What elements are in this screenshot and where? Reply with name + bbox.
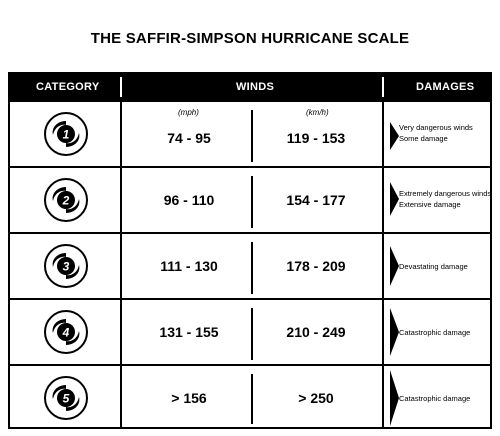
header-divider — [120, 77, 122, 97]
damage-text: Extremely dangerous winds Extensive damage — [399, 189, 492, 209]
column-divider — [382, 102, 384, 166]
header-category: CATEGORY — [36, 81, 100, 93]
wind-mph: 131 - 155 — [159, 324, 219, 340]
table-row — [10, 100, 490, 166]
column-divider — [120, 234, 122, 298]
column-divider — [120, 168, 122, 232]
winds-divider — [251, 374, 253, 424]
damage-text: Devastating damage — [399, 262, 468, 271]
hurricane-category-icon — [43, 177, 89, 223]
category-number: 2 — [62, 193, 70, 208]
winds-divider — [251, 110, 253, 162]
column-divider — [382, 234, 384, 298]
column-divider — [382, 168, 384, 232]
wind-mph: 111 - 130 — [160, 258, 218, 274]
header-divider — [382, 77, 384, 97]
wind-mph: 96 - 110 — [163, 192, 215, 208]
hurricane-category-icon — [43, 243, 89, 289]
wind-kmh: 119 - 153 — [286, 130, 346, 146]
table-row — [10, 364, 490, 429]
column-divider — [382, 300, 384, 364]
category-number: 5 — [62, 391, 70, 406]
category-number: 3 — [62, 259, 70, 274]
column-divider — [120, 102, 122, 166]
hurricane-category-icon — [43, 111, 89, 157]
table-header — [10, 74, 490, 100]
column-divider — [120, 366, 122, 429]
hurricane-category-icon — [43, 375, 89, 421]
damage-text: Very dangerous winds Some damage — [399, 123, 473, 143]
column-divider — [382, 366, 384, 429]
header-damages: DAMAGES — [416, 81, 475, 93]
header-winds: WINDS — [236, 81, 275, 93]
wind-kmh: 210 - 249 — [286, 324, 346, 340]
winds-divider — [251, 176, 253, 228]
category-number: 4 — [62, 325, 70, 340]
unit-kmh: (km/h) — [306, 108, 329, 117]
wind-mph: > 156 — [171, 390, 207, 406]
wind-kmh: 178 - 209 — [286, 258, 346, 274]
table-row — [10, 298, 490, 364]
hurricane-category-icon — [43, 309, 89, 355]
winds-divider — [251, 308, 253, 360]
hurricane-scale-table — [8, 72, 492, 429]
table-row — [10, 232, 490, 298]
damage-text: Catastrophic damage — [399, 328, 471, 337]
column-divider — [120, 300, 122, 364]
wind-kmh: > 250 — [298, 390, 334, 406]
wind-kmh: 154 - 177 — [286, 192, 346, 208]
damage-text: Catastrophic damage — [399, 394, 471, 403]
wind-mph: 74 - 95 — [167, 130, 211, 146]
table-row — [10, 166, 490, 232]
unit-mph: (mph) — [178, 108, 199, 117]
winds-divider — [251, 242, 253, 294]
category-number: 1 — [62, 127, 70, 142]
page-title: THE SAFFIR-SIMPSON HURRICANE SCALE — [90, 30, 410, 47]
